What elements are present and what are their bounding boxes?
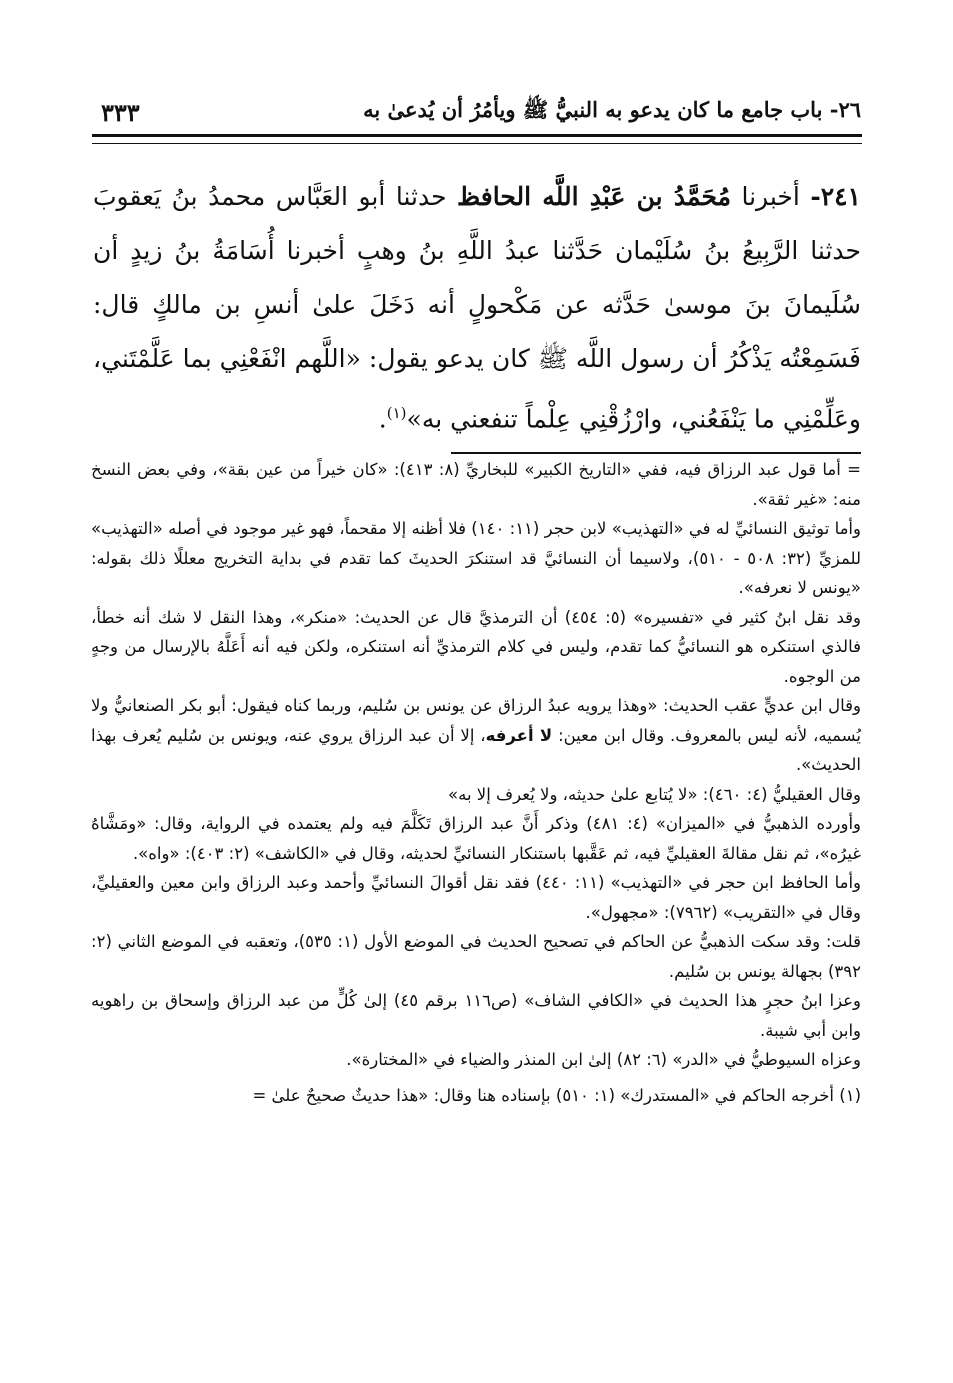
footnote-paragraph: وأورده الذهبيُّ في «الميزان» (٤: ٤٨١) وذكر أَنَّ عبد الرزاق تَكَلَّمَ فيه ولم يعتمده في الرواية، وقال: «ومَشَّاهُ غيرُه»، ثم نقل مقالةَ العقيليِّ فيه، ثم عَقَّبها باستنكار النسائيِّ لحديثه، وقال في «الكاشف» (٢: ٤٠٣): «واه». [91, 814, 861, 863]
footnotes [91, 455, 861, 1110]
footnote-separator [451, 452, 861, 454]
hadith-end: . [378, 404, 387, 434]
running-head [101, 92, 861, 132]
footnote-reference: (١) [386, 404, 407, 422]
hadith-paragraph [93, 170, 861, 446]
footnote-1: (١) أخرجه الحاكم في «المستدرك» (١: ٥١٠) بإسناده هنا وقال: «هذا حديثٌ صحيحٌ علىٰ = [252, 1085, 861, 1105]
header-double-rule [92, 134, 862, 144]
narrator-name: مُحَمَّدُ بن عَبْدِ اللَّه الحافظ [457, 182, 731, 211]
hadith-intro: أخبرنا [741, 182, 800, 211]
footnote-paragraph: وعزاه السيوطيُّ في «الدر» (٦: ٨٢) إلىٰ ابن المنذر والضياء في «المختارة». [346, 1050, 861, 1069]
footnote-paragraph: = أما قول عبد الرزاق فيه، ففي «التاريخ الكبير» للبخاريِّ (٨: ٤١٣): «كان خيراً من عين بقة»، وفي بعض النسخ منه: «غير ثقة». [91, 460, 861, 509]
footnote-paragraph: وعزا ابنُ حجرٍ هذا الحديث في «الكافي الشاف» (ص١١٦ برقم ٤٥) إلىٰ كُلٍّ من عبد الرزاق وإسحاق بن راهويه وابن أبي شيبة. [91, 991, 861, 1040]
footnote-paragraph: وقال العقيليُّ (٤: ٤٦٠): «لا يُتابع علىٰ حديثه، ولا يُعرف إلا به» [448, 784, 861, 804]
ibn-adi-text-end: ، إلا أن عبد الرزاق يروي عنه، ويونس بن سُليم يُعرف بهذا الحديث». [91, 725, 861, 774]
chapter-title: ٢٦- باب جامع ما كان يدعو به النبيُّ ﷺ ويأمُرُ أن يُدعىٰ به [363, 96, 861, 122]
hadith-body: حدثنا أبو العَبَّاس محمدُ بنُ يَعقوبَ حدثنا الرَّبِيعُ بنُ سُلَيْمان حَدَّثنا عبدُ اللَّهِ بنُ وهبٍ أخبرنا أُسَامَةُ بنُ زيدٍ أن سُلَيمانَ بنَ موسىٰ حَدَّثه عن مَكْحولٍ أنه دَخَلَ علىٰ أنسِ بن مالكٍ قال: فَسَمِعْتُه يَذْكُرُ أن رسول اللَّه ﷺ كان يدعو يقول: «اللَّهم انْفَعْنِي بما عَلَّمْتَني، وعَلِّمْنِي ما يَنْفَعُني، وارْزُقْنِي عِلْماً تنفعني به» [93, 182, 861, 434]
footnote-paragraph: وقد نقل ابنُ كثير في «تفسيره» (٥: ٤٥٤) أن الترمذيَّ قال عن الحديث: «منكر»، وهذا النقل لا شك أنه خطأ، فالذي استنكره هو النسائيُّ كما تقدم، وليس في كلام الترمذيِّ أنه استنكره، ولكن فيه أنه أَعَلَّهُ بالإرسال من وجهٍ من الوجوه. [91, 607, 862, 686]
footnote-paragraph: وأما توثيق النسائيِّ له في «التهذيب» لابن حجر (١١: ١٤٠) فلا أظنه إلا مقحماً، فهو غير موجود في أصله «التهذيب» للمزيِّ (٣٢: ٥٠٨ - ٥١٠)، ولاسيما أن النسائيَّ قد استنكرَ الحديثَ كما تقدم في بداية التخريج معللًا ذلك بقوله: «يونس لا نعرفه». [91, 519, 861, 597]
footnote-paragraph: قلت: وقد سكت الذهبيُّ عن الحاكم في تصحيح الحديث في الموضع الأول (١: ٥٣٥)، وتعقبه في الموضع الثاني (٢: ٣٩٢) بجهالة يونس بن سُليم. [91, 932, 861, 981]
ibn-adi-text: وقال ابن عديٍّ عقب الحديث: «وهذا يرويه عبدُ الرزاق عن يونس بن سُليم، وربما كناه فيقول: أبو بكر الصنعانيُّ ولا يُسميه، لأنه ليس بالمعروف. وقال ابن معين: [91, 696, 861, 745]
footnote-paragraph: وأما الحافظ ابن حجر في «التهذيب» (١١: ٤٤٠) فقد نقل أقوالَ النسائيِّ وأحمد وعبد الرزاق وابن معين والعقيليِّ، وقال في «التقريب» (٧٩٦٢): «مجهول». [91, 873, 861, 922]
hadith-number: ٢٤١- [810, 182, 861, 211]
page-number: ٣٣٣ [101, 97, 140, 127]
ibn-adi-bold: لا أعرفه [485, 725, 553, 745]
footnote-paragraph-ibn-adi [91, 691, 861, 780]
hadith-text [93, 170, 861, 446]
